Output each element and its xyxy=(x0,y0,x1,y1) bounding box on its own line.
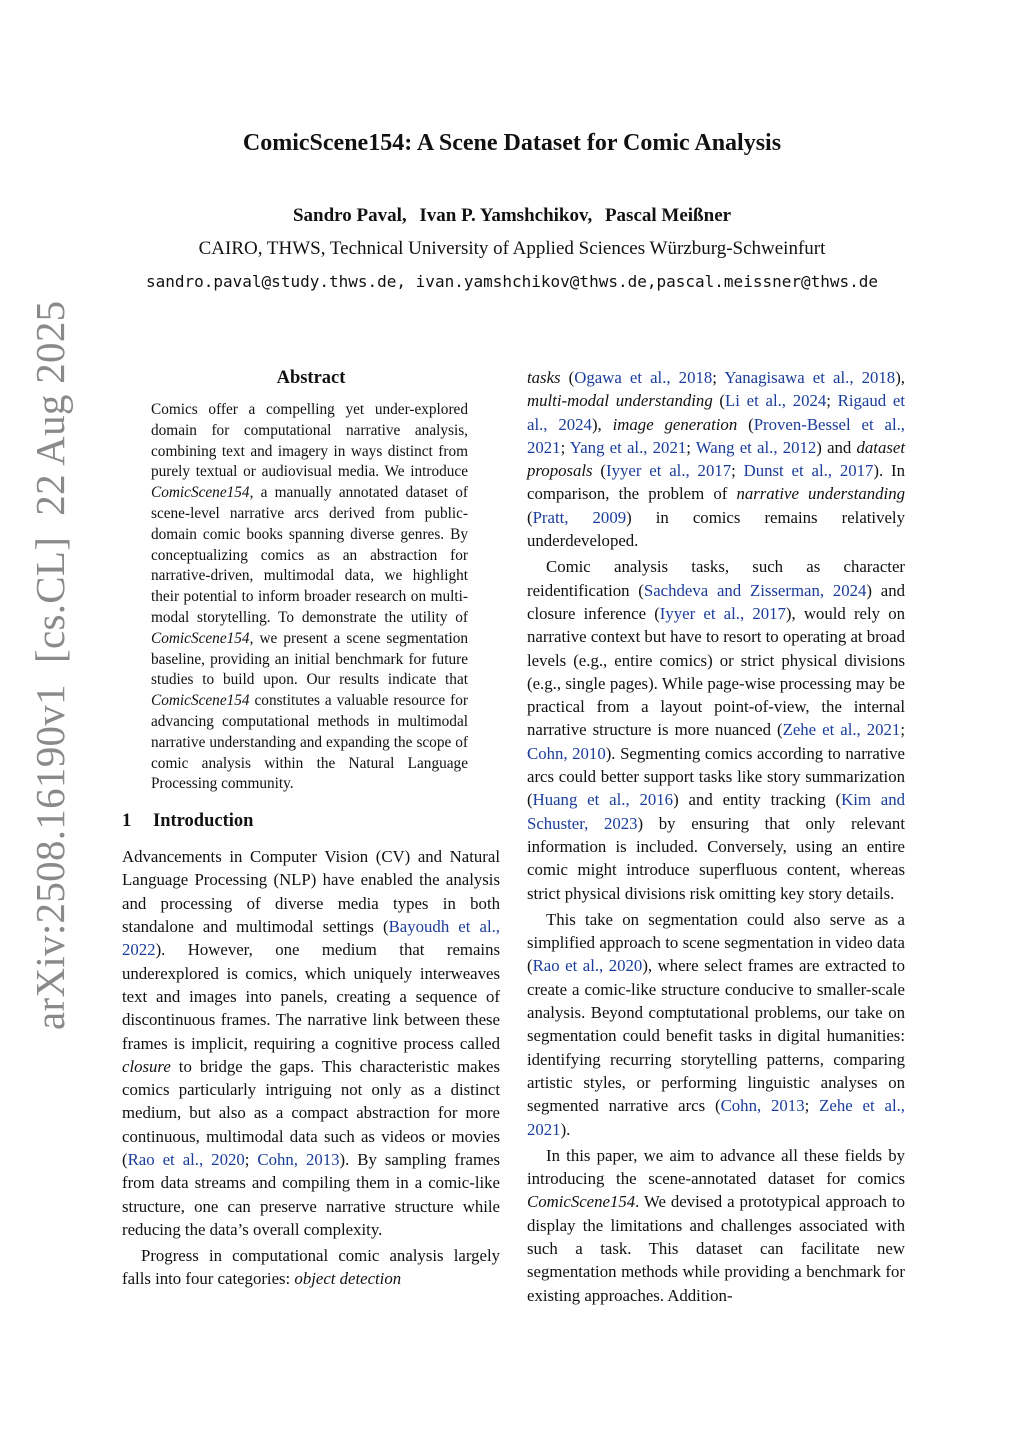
citation-link[interactable]: Rigaud et al., 2024 xyxy=(527,391,905,434)
citation-link[interactable]: Yanagisawa et al., 2018 xyxy=(724,368,896,387)
citation-link[interactable]: Cohn, 2010 xyxy=(527,743,606,763)
author-name: Pascal Meißner xyxy=(604,205,732,226)
abstract-body: Comics offer a compelling yet under-explored domain for computational narrative analysis, combining text and imagery in ways distinct from purely textual or audiovisual media. We introduce ComicScene154, a manually annotated dataset of scene-level narrative arcs derived from public-domain comic books spanning diverse genres. By conceptualizing comics as an abstraction for narrative-driven, multimodal data, we highlight their potential to inform broader research on multi-modal storytelling. To demonstrate the utility of ComicScene154, we present a scene segmentation baseline, providing an initial benchmark for future studies to build upon. Our results indicate that ComicScene154 constitutes a valuable resource for advancing computational methods in multimodal narrative understanding and expanding the scope of comic analysis within the Natural Language Processing community. xyxy=(151,401,468,793)
citation-link[interactable]: Ogawa et al., 2018 xyxy=(574,368,713,387)
author-emails: sandro.paval@study.thws.de, ivan.yamshchikov@thws.de,pascal.meissner@thws.de xyxy=(145,272,879,291)
right-column xyxy=(527,366,905,1307)
citation-link[interactable]: Cohn, 2013 xyxy=(720,1096,805,1116)
left-column xyxy=(122,366,500,1291)
paper-title: ComicScene154: A Scene Dataset for Comic Analysis xyxy=(242,130,782,156)
author-list xyxy=(0,205,1024,227)
citation-link[interactable]: Huang et al., 2016 xyxy=(532,790,674,810)
citation-link[interactable]: Zehe et al., 2021 xyxy=(527,1096,906,1139)
section-heading-introduction xyxy=(122,809,500,833)
citation-link[interactable]: Sachdeva and Zisserman, 2024 xyxy=(643,580,867,600)
citation-link[interactable]: Rao et al., 2020 xyxy=(532,956,643,976)
citation-link[interactable]: Iyyer et al., 2017 xyxy=(606,461,732,481)
arxiv-identifier-stamp: arXiv:2508.16190v1 [cs.CL] 22 Aug 2025 xyxy=(27,300,73,1030)
citation-link[interactable]: Pratt, 2009 xyxy=(532,507,627,527)
body-paragraph: Comic analysis tasks, such as character reidentification (Sachdeva and Zisserman, 2024) and closure inference (Iyyer et al., 2017), would rely on narrative context but have to resort to operating at broad levels (e.g., entire comics) or strict physical divisions (e.g., single pages). While page-wise processing may be practical from a layout point-of-view, the internal narrative structure is more nuanced (Zehe et al., 2021; Cohn, 2010). Segmenting comics according to narrative arcs could better support tasks like story summarization (Huang et al., 2016) and entity tracking (Kim and Schuster, 2023) by ensuring that only relevant information is included. Conversely, using an entire comic might introduce superfluous content, whereas strict physical divisions risk omitting key story details. xyxy=(527,557,906,903)
citation-link[interactable]: Zehe et al., 2021 xyxy=(782,720,901,740)
author-name: Sandro Paval, xyxy=(292,205,407,226)
citation-link[interactable]: Yang et al., 2021 xyxy=(569,437,687,457)
body-paragraph: In this paper, we aim to advance all these fields by introducing the scene-annotated dataset for comics ComicScene154. We devised a prototypical approach to display the limitations and challenges associated with such a task. This dataset can facilitate new segmentation methods while providing a benchmark for existing approaches. Addition- xyxy=(527,1145,905,1305)
abstract-heading: Abstract xyxy=(276,368,346,388)
citation-link[interactable]: Kim and Schuster, 2023 xyxy=(527,790,905,833)
section-number: 1 xyxy=(122,811,132,832)
citation-link[interactable]: Rao et al., 2020 xyxy=(127,1150,245,1169)
citation-link[interactable]: Proven-Bessel et al., 2021 xyxy=(527,414,905,457)
author-name: Ivan P. Yamshchikov, xyxy=(419,205,593,226)
citation-link[interactable]: Cohn, 2013 xyxy=(257,1150,340,1169)
author-affiliation: CAIRO, THWS, Technical University of Applied Sciences Würzburg-Schweinfurt xyxy=(198,238,826,259)
citation-link[interactable]: Wang et al., 2012 xyxy=(695,437,817,457)
intro-paragraph-2: Progress in computational comic analysis largely falls into four categories: object detection xyxy=(122,1246,500,1289)
citation-link[interactable]: Iyyer et al., 2017 xyxy=(659,603,786,623)
body-paragraph: tasks (Ogawa et al., 2018; Yanagisawa et al., 2018), multi-modal understanding (Li et al., 2024; Rigaud et al., 2024), image generation (Proven-Bessel et al., 2021; Yang et al., 2021; Wang et al., 2012) and dataset proposals (Iyyer et al., 2017; Dunst et al., 2017). In comparison, the problem of narrative understanding (Pratt, 2009) in comics remains relatively underdeveloped. xyxy=(527,368,906,551)
body-paragraph: This take on segmentation could also serve as a simplified approach to scene segmentation in video data (Rao et al., 2020), where select frames are extracted to create a comic-like structure conducive to smaller-scale analysis. Beyond comptutational problems, our take on segmentation could benefit tasks in digital humanities: identifying recurring storytelling patterns, comparing artistic styles, or performing linguistic analyses on segmented narrative arcs (Cohn, 2013; Zehe et al., 2021). xyxy=(527,909,906,1139)
citation-link[interactable]: Dunst et al., 2017 xyxy=(743,461,874,481)
citation-link[interactable]: Li et al., 2024 xyxy=(725,391,827,411)
citation-link[interactable]: Bayoudh et al., 2022 xyxy=(122,917,500,960)
section-title: Introduction xyxy=(153,811,254,832)
intro-paragraph-1: Advancements in Computer Vision (CV) and Natural Language Processing (NLP) have enabled the analysis and processing of diverse media types in both standalone and multimodal settings (Bayoudh et al., 2022). However, one medium that remains underexplored is comics, which uniquely interweaves text and images into panels, creating a sequence of discontinuous frames. The narrative link between these frames is implicit, requiring a cognitive process called closure to bridge the gaps. This characteristic makes comics particularly intriguing not only as a distinct medium, but also as a compact abstraction for more continuous, multimodal data such as videos or movies (Rao et al., 2020; Cohn, 2013). By sampling frames from data streams and compiling them in a comic-like structure, one can preserve narrative structure while reducing the data’s overall complexity. xyxy=(122,847,501,1239)
